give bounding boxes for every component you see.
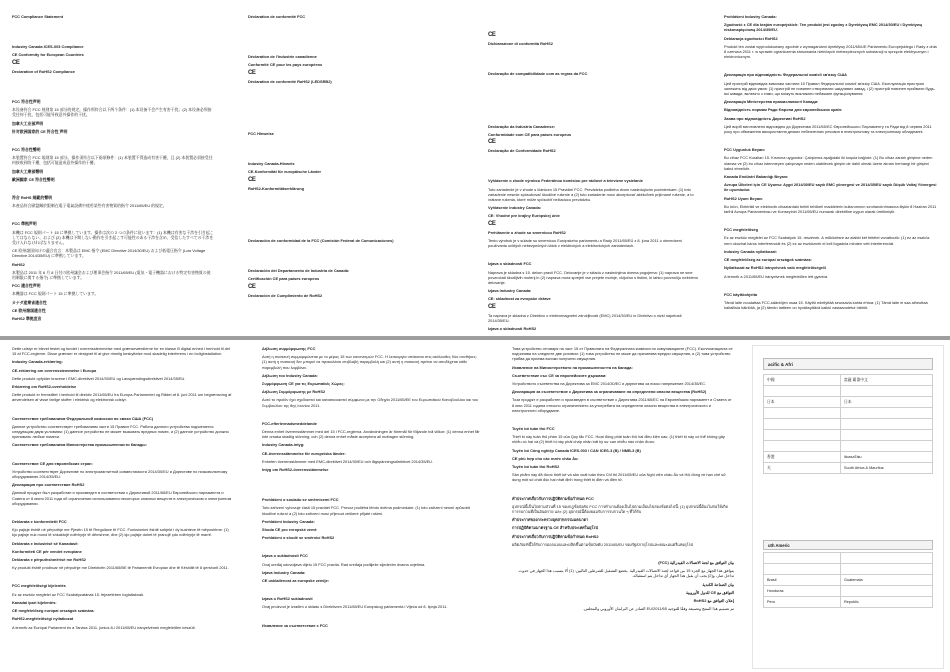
spacer [262, 475, 482, 497]
section-heading: Δήλωση του Industry Canada: [262, 372, 318, 378]
section-heading: FCC megfelelőségi kijelentés [12, 583, 66, 589]
section-heading: Déclaration de l'Industrie canadienne [248, 54, 317, 60]
region-label: 日本 [764, 397, 841, 408]
paragraph: Thiết bị này tuân thủ phần 15 của Quy tắc FCC. Hoạt động phải tuân thủ hai điều kiện sau: (1) thiết bị này có thể không gây nhiễu có hại và (2) thiết bị này phải chấp nhận bất kỳ sự can nhiễu nào nhận được. [512, 434, 725, 445]
region-value [841, 553, 933, 564]
paragraph: Данный продукт был разработан и произведен в соответствии с Директивой 2011/65/EU Европейского парламента и Совета от 8 июня 2011 года об ограничении использования некоторых опасных веществ в электрическом и электронном оборудовании. [12, 490, 232, 506]
spacer [248, 216, 460, 238]
table-row [764, 386, 933, 397]
region-heading-south-america: uth Americ [763, 540, 933, 550]
section-heading: CE Conformity for European Countries [12, 52, 84, 58]
region-value: 日本 [841, 397, 933, 408]
paragraph: Dette produkt opfylder kravene i EMC-direktivet 2014/30/EU og Lavspændingsdirektivet 2014/35/EU. [12, 375, 186, 381]
spacer [724, 282, 938, 292]
section-heading: CE phù hợp cho các nước châu Âu: [512, 455, 579, 461]
section-heading: Declaración del Departamento de Industria de Canadá: [248, 268, 350, 274]
spacer [488, 49, 700, 71]
spacer [488, 22, 700, 32]
section-heading: إعلان التوافق مع RoHS2 [693, 598, 734, 604]
spacer [248, 139, 460, 161]
paragraph: CE 欧州諸国向けの適合宣言：本製品は EMC 指令 (EMC Directive 2014/30/EU) および低電圧指令 (Low Voltage Directive 2014/35/EU) に準拠しています。 [12, 248, 206, 259]
section-heading: Соответствие CE для европейских стран: [12, 460, 93, 466]
paragraph: Αυτό το προϊόν έχει σχεδιαστεί και κατασκευαστεί σύμφωνα με την Οδηγία 2011/65/ΕΕ του Ευρωπαϊκού Κοινοβουλίου και του Συμβουλίου της 8ης Ιουνίου 2011. [262, 397, 478, 408]
section-heading: Kanada Endüstri Bakanlığı Beyanı: [724, 174, 789, 180]
spacer [488, 102, 700, 124]
section-heading: Déclaration de conformité FCC [248, 14, 306, 19]
region-value: iiicasaTaiu [841, 452, 933, 463]
paragraph: Този продукт е разработен и произведен в съответствие с Директива 2011/65/ЕС на Европейския парламент и Съвета от 8 юни 2011 година относно ограничението за употребата на определени опасни вещества в електрическото и електронното оборудване. [512, 397, 732, 413]
paragraph: Αυτή η συσκευή συμμορφώνεται με το μέρος 15 των κανονισμών FCC. Η λειτουργία υπόκειται στις ακόλουθες δύο συνθήκες: (1) αυτή η συσκευή δεν μπορεί να προκαλέσει επιβλαβή παρεμβολή και (2) αυτή η συσκευή πρέπει να αποδέχεται κάθε παρεμβολή που λαμβάνει. [262, 354, 477, 370]
spacer [248, 194, 460, 216]
spacer [724, 137, 938, 147]
section-heading: Deklarata e Industrisë së Kanadasë: [12, 540, 79, 546]
section-heading: Izjava o skladnosti FCC [488, 261, 532, 267]
section-heading: Industry Canada-intyg: [262, 442, 305, 448]
paragraph: 本设备符合 FCC 规则第 15 部分的规定。操作须符合以下两个条件：(1) 本设备不会产生有害干扰；(2) 本设备必须接受任何干扰，包括可能导致意外操作的干扰。 [12, 107, 212, 118]
section-heading: CE-erklæring om overensstemmelse i Europa [12, 367, 97, 373]
table-row [764, 575, 933, 586]
paragraph: يتوافق هذا الجهاز مع الجزء 15 من قواعد لجنة الاتصالات الفيدرالية. يخضع التشغيل للشرطين التاليين: (1) ألا يتسبب هذا الجهاز في حدوث تداخل ضار، و(2) يجب أن يقبل هذا الجهاز أي تداخل يتم استقباله. [518, 568, 734, 579]
section-heading: Declaração de Conformidade RoHS2 [488, 148, 556, 154]
spacer [262, 613, 482, 623]
region-value [841, 408, 933, 419]
section-heading: 符合 RoHS 規範的聲明 [12, 195, 52, 201]
spacer [12, 137, 214, 147]
section-heading: Izjava o sukladnosti FCC [262, 553, 308, 559]
bottom-column-2 [262, 346, 482, 668]
paragraph: Това устройство отговаря на част 15 от Правилата на Федералната комисия по комуникациите (FCC). Експлоатацията се подчинява на следните две условия: (1) това устройство не може да причинява вредни смущения, и (2) това устройство трябва да приема всички получени смущения. [512, 346, 733, 362]
paragraph: Kjo pajisje është në përputhje me Pjesën 15 të Rregullave të FCC. Funksionimi është subjekt i dy kushteve të mëposhtme: (1) kjo pajisje nuk mund të shkaktojë ndërhyrje të dëmshme, dhe (2) kjo pajisje duhet të pranojë çdo ndërhyrje të marrë. [12, 527, 229, 538]
ce-mark-icon: CE [488, 303, 496, 310]
ce-mark-icon: CE [248, 69, 256, 76]
section-heading: Izjava Industry Canada: [262, 569, 306, 575]
top-column-2 [248, 14, 460, 332]
ce-mark-icon: CE [248, 176, 256, 183]
section-heading: Δήλωση συμμόρφωσης FCC [262, 346, 316, 351]
section-heading: FCC megfelelőség [724, 227, 758, 233]
section-heading: Certificación CE para países europeos [248, 276, 320, 282]
section-heading: CE-överensstämmelse för europeiska länder: [262, 450, 346, 456]
region-value [841, 586, 933, 597]
section-heading: بيان الصناعة الكندية [702, 581, 734, 587]
section-heading: FCC 適合性声明 [12, 283, 41, 289]
paragraph: A termék a 2011/65/EU irányelvnek megfelelően lett gyártva. [724, 273, 829, 279]
section-heading: RoHS2 [12, 261, 25, 267]
paragraph: Tämä laite noudattaa FCC-sääntöjen osaa 15. Käyttö edellyttää seuraavia kahta ehtoa: (1) Tämä laite ei saa aiheuttaa haitallisia häiriöitä, ja (2) tämän laitteen on hyväksyttävä kaikki vastaanotetut häiriöt. [724, 299, 928, 311]
top-column-3 [488, 22, 700, 332]
spacer [724, 62, 938, 72]
section-heading: التوافق مع CE للدول الأوروبية [685, 589, 734, 595]
spacer [248, 44, 460, 54]
region-value: 富麗 霸器中文 [841, 375, 933, 386]
spacer [488, 251, 700, 261]
section-heading: FCC 準拠声明 [12, 221, 37, 227]
ce-mark-icon: CE [12, 59, 20, 66]
section-heading: Izjava o skladnosti RoHS2 [488, 326, 537, 332]
section-heading: 加拿大工业部声明 [12, 120, 44, 126]
region-value [841, 441, 933, 452]
paragraph: 本製品は 2011 年 6 月 8 日付の欧州議会および理事会指令 2011/65/EU (電気・電子機器における特定有害物質の使用制限に関する指令) に準拠しています。 [12, 269, 211, 281]
region-value [841, 386, 933, 397]
table-row [764, 597, 933, 608]
section-heading: Tuyên bố Công nghiệp Canada ICES-003 / CAN ICES-3 (B) / NMB-3 (B) [512, 447, 641, 453]
section-heading: Deklaracja zgodności RoHS2 [724, 35, 778, 41]
section-heading: Відповідність нормам Ради Європи для європейських країн: [724, 107, 843, 113]
region-table-asia-pacific [763, 374, 933, 474]
section-heading: Tuyên bố tuân thủ FCC [512, 426, 555, 432]
spacer [12, 509, 232, 519]
section-heading: Déclaration de conformité RoHS2 (LEDSRB2) [248, 78, 332, 84]
paragraph: Sản phẩm này đã được thiết kế và sản xuất tuân theo Chỉ thị 2011/65/EU của Nghị viện châu Âu và Hội đồng về hạn chế sử dụng một số chất độc hại nhất định trong thiết bị điện và điện tử. [512, 472, 726, 483]
bottom-column-1 [12, 346, 232, 668]
paragraph: Цей пристрій відповідає вимогам частини 15 Правил Федеральної комісії зв'язку США. Експлуатація пристрою залежить від двох умов: (1) пристрій не повинен створювати шкідливих завад, і (2) пристрій повинен приймати будь-які завади, включно з тими, що можуть викликати небажане функціонування. [724, 80, 936, 97]
paragraph: Устройство соответствует Директиве по электромагнитной совместимости 2014/30/EU и Директиве по низковольтному оборудованию 2014/35/EU. [12, 468, 228, 480]
section-heading: Изявление за съответствие с FCC [262, 622, 328, 628]
table-row [764, 564, 933, 575]
paragraph: Bu cihaz FCC Kuralları 15. Kısmına uygundur. Çalıştırma aşağıdaki iki koşula bağlıdır: (1) Bu cihaz zararlı girişime neden olamaz ve (2) bu cihaz istenmeyen çalışmaya neden olabilecek girişim de dahil olmak üzere alınan herhangi bir girişimi kabul etmelidir. [724, 155, 933, 171]
spacer [12, 451, 232, 461]
table-row [764, 408, 933, 419]
spacer [262, 586, 482, 596]
spacer [248, 323, 460, 332]
section-heading: Заява про відповідність Директиві RoHS2 [724, 115, 806, 121]
section-heading: CE 欧州諸国適合性 [12, 307, 46, 313]
paragraph: Ez az eszköz megfelel az FCC Szabályzatának 15. fejezetében foglaltaknak. [12, 591, 145, 597]
table-row [764, 375, 933, 386]
paragraph: 本產品符合歐盟關於限制在電子電氣設備中使用某些有害物質的指令 2011/65/EU 的規定。 [12, 203, 167, 209]
section-heading: FCC 符合性聲明 [12, 147, 41, 153]
region-value: Republic [841, 597, 933, 608]
spacer [12, 406, 232, 416]
section-heading: Декларація Міністерства промисловості Канади: [724, 99, 819, 105]
section-heading: CE-Konformität für europäische Länder [248, 169, 322, 175]
section-heading: RoHS2-Konformitätserklärung [248, 185, 304, 191]
section-heading: Erklæring om RoHS2-overholdelse [12, 384, 77, 390]
section-heading: Kanadai ipari kijelentés: [12, 599, 57, 605]
spacer [262, 411, 482, 421]
section-heading: Shoda CE pro evropské země [262, 527, 317, 533]
section-heading: Соответствие требованиям Министерства промышленности Канады: [12, 442, 147, 448]
paragraph: Toto zařízení vyhovuje části 15 pravidel FCC. Provoz podléhá těmto dvěma podmínkám: (1) toto zařízení nesmí způsobit škodlivé rušení a (2) toto zařízení musí přijmout veškeré přijaté rušení. [262, 505, 470, 516]
section-heading: CE megfelelőség az európai országok számára: [724, 257, 812, 263]
table-row [764, 553, 933, 564]
spacer [488, 80, 700, 102]
region-value: South Africa & Maurltus [841, 463, 933, 474]
region-value [841, 564, 933, 575]
paragraph: Tento výrobok je v súlade so smernicou Európskeho parlamentu a Rady 2011/65/EÚ z 8. júna 2011 o obmedzení používania určitých nebezpečných látok v elektrických a elektronických zariadeniach. [488, 238, 683, 249]
section-heading: Prehlásenie o zhode so smernicou RoHS2 [488, 229, 566, 235]
section-heading: Declaración de conformidad de la FCC (Comisión Federal de Comunicaciones) [248, 238, 394, 244]
region-label: Brasil [764, 575, 841, 586]
paragraph: Naprava je skladna s 15. delom pravil FCC. Delovanje je v skladu z naslednjima dvema pogojema: (1) naprava ne sme povzročati škodljivih motenj in (2) naprava mora sprejeti vse prejete motnje, vključno s tistimi, ki lahko povzročijo neželeno delovanje. [488, 269, 698, 286]
paragraph: Toto zariadenie je v zhode s článkom 15 Pravidiel FCC. Prevádzka podlieha dvom nasledujúcim podmienkam: (1) toto zariadenie nesmie spôsobovať škodlivé rušenie a (2) toto zariadenie musí akceptovať akékoľvek prijímané rušenie, a to vrátane rušenia, ktoré môže spôsobiť nežiaducu prevádzku. [488, 186, 694, 203]
spacer [724, 217, 938, 227]
section-heading: Съответствие със СЕ за европейските държави: [512, 372, 607, 378]
section-heading: RoHS2 Uyum Beyanı [724, 195, 763, 201]
table-row [764, 430, 933, 441]
spacer [512, 486, 734, 496]
region-label: Peru [764, 597, 841, 608]
paragraph: تم تصميم هذا المنتج وتصنيعه وفقًا للتوجيه 2011/65/EU الصادر عن البرلمان الأوروبي والمجلس. [582, 606, 734, 612]
table-row [764, 397, 933, 408]
spacer [12, 22, 214, 44]
table-row [764, 463, 933, 474]
section-heading: Декларация про соответствие RoHS2 [12, 482, 85, 488]
section-heading: Avrupa Ülkeleri için CE Uyumu: Aygıt 2014/30/EU sayılı EMC yönergesi ve 2014/35/EU sayılı Düşük Voltaj Yönergesi ile uyumludur. [724, 182, 937, 193]
section-heading: Prohlášení o shodě se směrnicí RoHS2 [262, 535, 335, 541]
section-heading: Vyhlásenie Industry Canada: [488, 205, 542, 211]
paragraph: Ovaj uređaj udovoljava dijelu 15 FCC pravila. Rad uređaja podliježe sljedećim dvama uvjetima. [262, 561, 426, 567]
section-heading: คำประกาศของกระทรวงอุตสาหกรรมแคนาดา [512, 517, 589, 523]
section-heading: Industry Canada nyilatkozat: [724, 248, 777, 254]
spacer [12, 185, 214, 195]
region-label [764, 408, 841, 419]
section-heading: Industry Canada ICES-003 Compliance [12, 44, 84, 50]
paragraph: อุปกรณ์นี้เป็นไปตามส่วนที่ 15 ของกฎข้อบังคับ FCC การทำงานต้องเป็นไปตามเงื่อนไขสองข้อต่อไปนี้: (1) อุปกรณ์นี้ต้องไม่ก่อให้เกิดการรบกวนที่เป็นอันตราย และ (2) อุปกรณ์นี้ต้องยอมรับการรบกวนใด ๆ ที่ได้รับ [512, 503, 729, 515]
bottom-column-3 [512, 346, 734, 668]
section-heading: Declaración de Cumplimiento de RoHS2 [248, 292, 323, 298]
section-heading: Konformiteti CE për vendet evropiane [12, 548, 82, 554]
section-heading: Izjava Industry Canada: [488, 288, 532, 294]
region-label [764, 553, 841, 564]
paragraph: 本機器は FCC 規則パート 15 に準拠しています。 [12, 291, 99, 297]
paragraph: 本機は FCC 規則パート 15 に準拠しています。操作は次の 2 つの条件に従います：(1) 本機は有害な干渉を引き起こしてはならない、および (2) 本機は予期しない動作を引き起こす可能性のある干渉を含め、受信したすべての干渉を受け入れなければなりません。 [12, 229, 214, 246]
region-value [841, 430, 933, 441]
section-heading: Declaration of RoHS2 Compliance [12, 68, 75, 74]
spacer [262, 543, 482, 553]
section-heading: Declaração da Indústria Canadense: [488, 123, 556, 129]
section-heading: คำประกาศเกี่ยวกับการปฏิบัติตามข้อกำหนด FCC [512, 495, 594, 501]
section-heading: Zgodność z CE dla krajów europejskich: Ten produkt jest zgodny z Dyrektywą EMC 2014/30/EU i Dyrektywą niskonapięciową 2014/35/EU. [724, 22, 922, 33]
section-heading: Декларація про відповідність Федеральної комісії зв'язку США [724, 72, 847, 78]
paragraph: Enheten överensstämmer med EMC-direktivet 2014/30/EU och lågspänningsdirektivet 2014/35/EU. [262, 458, 434, 464]
spacer [12, 324, 214, 332]
section-heading: Prohlášení Industry Canada: [724, 14, 777, 19]
section-heading: CE: skladnost za evropske države [488, 296, 551, 302]
table-row [764, 452, 933, 463]
paragraph: Цей виріб виготовлено відповідно до Директиви 2011/65/ЄС Європейського Парламенту та Ради від 8 червня 2011 року про обмеження використання деяких небезпечних речовин в електричному та електронному обладнанні. [724, 123, 932, 135]
section-heading: カナダ産業省適合性 [12, 299, 47, 305]
section-heading: Dichiarazione di conformità RoHS2 [488, 41, 553, 47]
spacer [248, 246, 460, 268]
section-heading: FCC Compliance Statement [12, 14, 64, 19]
spacer [12, 211, 214, 221]
section-heading: Industry Canada-Hinweis [248, 161, 295, 167]
section-heading: Industry Canada-erklæring: [12, 359, 63, 365]
spacer [248, 87, 460, 109]
section-heading: RoHS2-megfelelőségi nyilatkozat [12, 616, 74, 622]
paragraph: Устройството съответства на Директива за ЕМС 2014/30/ЕС и директива за ниско напрежение 2014/35/ЕС. [512, 381, 707, 387]
section-heading: Декларация за съответствие с Директива за ограничаване на определени опасни вещества (RoHS2) [512, 389, 707, 395]
region-label: Honduras [764, 586, 841, 597]
paragraph: Dette produkt er fremstillet i henhold til direktiv 2011/65/EU fra Europa-Parlamentet og Rådet af 8. juni 2011 om begrænsning af anvendelsen af visse farlige stoffer i elektrisk og elektronisk udstyr. [12, 392, 232, 403]
paragraph: ผลิตภัณฑ์นี้ได้รับการออกแบบและผลิตขึ้นตามข้อบังคับ 2011/65/EU ของรัฐสภายุโรปและคณะมนตรีแห่งยุโรป [512, 541, 694, 547]
ce-mark-icon: CE [488, 139, 496, 146]
section-heading: 加拿大工業部聲明 [12, 168, 44, 174]
section-heading: Prohlášení Industry Canada: [262, 518, 315, 524]
section-heading: คำประกาศเกี่ยวกับการปฏิบัติตามข้อกำหนด RoHS2 [512, 533, 599, 539]
spacer [248, 301, 460, 323]
spacer [488, 156, 700, 178]
section-heading: Nyilatkozat az RoHS2 irányelvnek való megfelelőségről [724, 265, 826, 271]
section-heading: CE: Vhodné pre krajiny Európskej únie [488, 213, 560, 219]
section-heading: Vyhlásenie o zhode výrobcu Federálnou komisiou pre rádiové a televízne vysielanie [488, 178, 643, 184]
paragraph: Bu ürün, Elektrikli ve elektronik cihazlardaki belirli tehlikeli maddelerin kullanımının sınırlandırılmasına ilişkin 8 Haziran 2011 tarihli Avrupa Parlamentosu ve Konseyinin 2011/65/EU numaralı direktifine uygun olarak üretilmiştir. [724, 203, 937, 215]
region-label [764, 419, 841, 430]
section-heading: CE usklađenost za europske zemlje: [262, 578, 330, 584]
region-label: 香港 [764, 452, 841, 463]
region-table-south-america [763, 552, 933, 608]
spacer [248, 22, 460, 44]
paragraph: Ky produkt është prodhuar në përputhje me Direktivën 2011/65/BE të Parlamentit Evropian dhe të Këshillit të 8 qershorit 2011. [12, 565, 229, 571]
region-label [764, 564, 841, 575]
paragraph: Ez az eszköz megfelel az FCC Szabályok 15. részének. A működésre az alábbi két feltétel vonatkozik: (1) ez az eszköz nem okozhat káros interferenciát és (2) ez az eszköznek el kell fogadnia minden vett interferenciát. [724, 235, 930, 246]
section-heading: CE megfelelőség európai országok számára: [12, 608, 95, 614]
section-heading: FCC käyttöohjeita [724, 291, 758, 297]
section-heading: FCC Uygunluk Beyanı [724, 147, 765, 153]
region-label [764, 441, 841, 452]
top-column-1 [12, 14, 214, 332]
section-heading: Deklarata e përputhshmërisë me RoHS2 [12, 557, 86, 563]
ce-mark-icon: CE [248, 283, 256, 290]
region-label: 关 [764, 463, 841, 474]
section-heading: Συμμόρφωση CE για τις Ευρωπαϊκές Χώρες: [262, 381, 345, 387]
paragraph: Denna enhet överensstämmer med del 15 i FCC-reglerna. Användningen är föremål för följande två villkor: (1) denna enhet får inte orsaka skadlig störning, och (2) denna enhet måste acceptera all mottagen störning. [262, 429, 480, 440]
section-heading: Deklarata e konformitetit FCC [12, 519, 67, 525]
section-heading: FCC Hinweise [248, 131, 274, 137]
ce-mark-icon: CE [488, 220, 496, 227]
regional-contact-panel [752, 345, 944, 669]
paragraph: Ta naprava je skladna z Direktivo o elektromagnetni združljivosti (EMC) 2014/30/EU in Direktivo o nizki napetosti 2014/35/EU. [488, 312, 682, 324]
region-label [764, 386, 841, 397]
section-heading: Соответствие требованиям Федеральной комиссии по связи США (FCC) [12, 415, 154, 421]
top-column-4 [724, 14, 938, 332]
section-heading: Izjava o RoHS2 sukladnosti [262, 596, 313, 602]
table-row [764, 441, 933, 452]
spacer [248, 109, 460, 131]
spacer [12, 77, 214, 99]
section-heading: Tuyên bố tuân thủ RoHS2 [512, 464, 560, 470]
section-heading: Изявление на Министерството на промишлеността на Канада: [512, 364, 633, 370]
spacer [512, 550, 734, 560]
paragraph: Dette udstyr er blevet testet og fundet i overensstemmelse med grænseværdierne for en klasse B digital enhed i henhold til del 15 af FCC-reglerne. Disse grænser er designet til at give rimelig beskyttelse mod skadelig interferens i en boliginstallation. [12, 346, 230, 357]
paragraph: Ovaj proizvod je izrađen u skladu s Direktivom 2011/65/EU Europskog parlamenta i Vijeća od 8. lipnja 2011. [262, 604, 448, 610]
table-row [764, 586, 933, 597]
section-heading: بيان التوافق مع لجنة الاتصالات الفيدرالية (FCC) [658, 560, 734, 566]
section-heading: 歐洲國家 CE 符合性聲明 [12, 176, 55, 182]
section-heading: Conformidade com CE para países europeus [488, 131, 572, 137]
section-heading: Declaração de compatibilidade com as regras da FCC [488, 71, 588, 77]
section-heading: การปฏิบัติตามมาตรฐาน CE สำหรับประเทศในยุโรป [512, 525, 599, 531]
section-heading: Δήλωση Συμμόρφωσης με RoHS2 [262, 389, 326, 395]
region-label [764, 430, 841, 441]
paragraph: 本裝置符合 FCC 規則第 15 部分。操作須符合以下兩項條件：(1) 本裝置不得造成有害干擾，且 (2) 本裝置必須接受任何接收到的干擾，包括可能造成意外操作的干擾。 [12, 155, 213, 166]
region-heading-asia-pacific: acific & Afri [763, 358, 933, 370]
ce-mark-icon: CE [488, 32, 496, 38]
region-value [841, 419, 933, 430]
section-heading: FCC-efterlevnadsmeddelande [262, 420, 317, 426]
section-heading: 针对欧洲国家的 CE 符合性 声明 [12, 128, 68, 134]
spacer [512, 416, 734, 426]
region-value: Guatemala [841, 575, 933, 586]
spacer [12, 573, 232, 583]
paragraph: Данное устройство соответствует требованиям части 15 Правил FCC. Работа данного устройства подчиняется следующим двум условиям: (1) данное устройство не может вызывать вредных помех, и (2) данное устройство должно принимать любые помехи. [12, 423, 229, 440]
section-heading: Prohlášení o souladu se směrnicemi FCC [262, 497, 339, 503]
region-label: 中國 [764, 375, 841, 386]
section-heading: FCC 符合性声明 [12, 99, 41, 105]
paragraph: A termék az Európai Parlament és a Tanács 2011. június 8-i 2011/65/EU irányelvének megfelelően készült. [12, 624, 196, 630]
table-row [764, 419, 933, 430]
section-heading: RoHS2 準拠宣言 [12, 316, 42, 322]
section-heading: Conformité CE pour les pays européens [248, 62, 323, 68]
paragraph: Produkt ten został wyprodukowany zgodnie z wymaganiami dyrektywy 2011/65/UE Parlamentu Europejskiego i Rady z dnia 8 czerwca 2011 r. w sprawie ograniczenia stosowania niektórych niebezpiecznych substancji w sprzęcie elektrycznym i elektronicznym. [724, 43, 937, 60]
section-heading: Intyg om RoHS2-överensstämmelse [262, 467, 329, 473]
